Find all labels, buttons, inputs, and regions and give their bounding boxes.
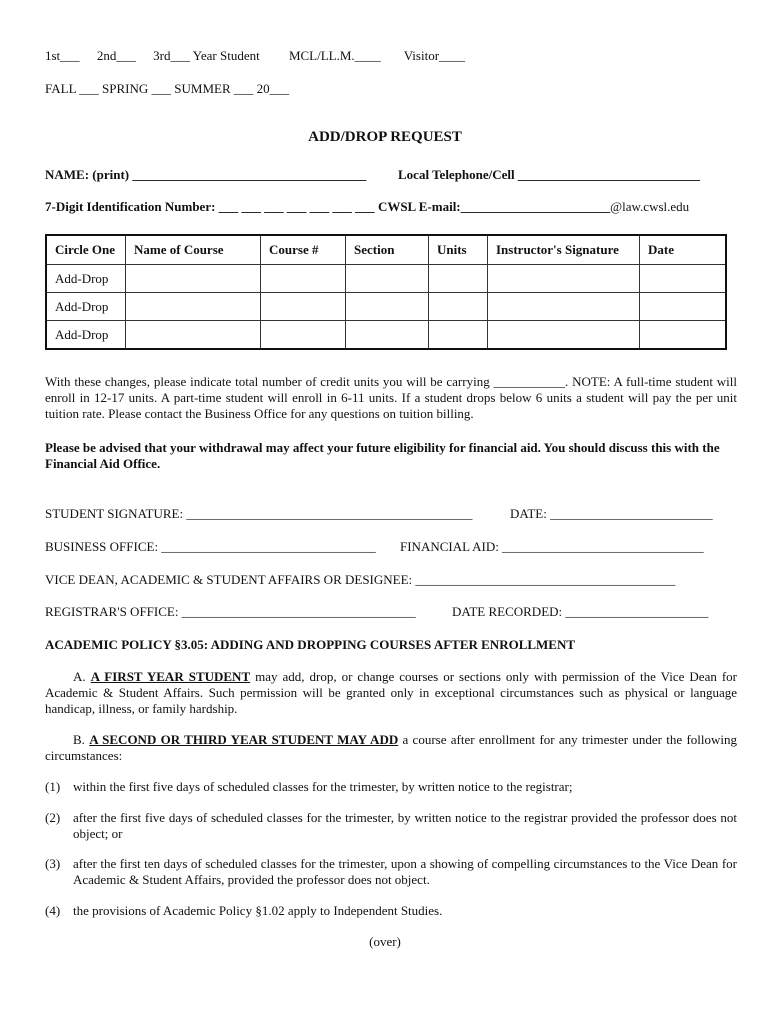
year-3rd: 3rd___ Year Student — [153, 48, 260, 63]
col-date: Date — [640, 235, 727, 265]
date-recorded-line: DATE RECORDED: ______________________ — [452, 604, 709, 619]
table-row — [46, 321, 726, 350]
section-cell[interactable] — [346, 293, 429, 321]
col-section: Section — [346, 235, 429, 265]
email-blank: _______________________ — [460, 199, 611, 214]
phone-field: Local Telephone/Cell ____________________________ — [398, 167, 700, 182]
table-row — [46, 265, 726, 293]
item-number: (1) — [45, 779, 61, 794]
email-field: CWSL E-mail: — [377, 199, 461, 214]
item-text: within the first five days of scheduled classes for the trimester, by written notice to the registrar; — [73, 779, 573, 794]
policy-b-text: a course after enrollment for any trimester under the following circumstances: — [45, 732, 738, 763]
financial-aid-note: Please be advised that your withdrawal may affect your future eligibility for financial aid. You should discuss this with the Financial Aid Office. — [45, 440, 720, 471]
mcl-llm: MCL/LL.M.____ — [288, 48, 381, 63]
item-number: (2) — [45, 810, 61, 825]
form-title: ADD/DROP REQUEST — [308, 129, 462, 145]
item-text: the provisions of Academic Policy §1.02 apply to Independent Studies. — [73, 903, 443, 918]
policy-section-a — [45, 669, 737, 717]
registrar-line: REGISTRAR'S OFFICE: ____________________________________ — [45, 604, 416, 619]
policy-b-prefix: B. — [73, 732, 85, 747]
business-office-line: BUSINESS OFFICE: _________________________________ — [45, 539, 376, 554]
add-drop-choice[interactable]: Add-Drop — [46, 293, 126, 321]
section-cell[interactable] — [346, 265, 429, 293]
page-footer: (over) — [369, 934, 401, 949]
email-domain: @law.cwsl.edu — [610, 199, 690, 214]
course-name-cell[interactable] — [126, 321, 261, 350]
list-item — [45, 779, 737, 795]
year-line — [45, 48, 465, 64]
id-field: 7-Digit Identification Number: ___ ___ ___ ___ ___ ___ ___ — [45, 199, 375, 214]
course-table-header — [46, 235, 726, 265]
vice-dean-line: VICE DEAN, ACADEMIC & STUDENT AFFAIRS OR DESIGNEE: ________________________________________ — [45, 572, 676, 587]
student-signature-line: STUDENT SIGNATURE: ____________________________________________ — [45, 506, 473, 521]
year-2nd: 2nd___ — [96, 48, 136, 63]
add-drop-choice[interactable]: Add-Drop — [46, 265, 126, 293]
list-item — [45, 903, 737, 919]
section-cell[interactable] — [346, 321, 429, 350]
date-cell[interactable] — [640, 265, 727, 293]
year-1st: 1st___ — [45, 48, 80, 63]
course-name-cell[interactable] — [126, 265, 261, 293]
visitor: Visitor____ — [403, 48, 466, 63]
col-course-name: Name of Course — [126, 235, 261, 265]
item-text: after the first five days of scheduled classes for the trimester, by written notice to the registrar provided the professor does not object; or — [73, 810, 737, 841]
date-cell[interactable] — [640, 321, 727, 350]
add-drop-choice[interactable]: Add-Drop — [46, 321, 126, 350]
col-course-number: Course # — [261, 235, 346, 265]
student-date-line: DATE: _________________________ — [510, 506, 713, 521]
term-line: FALL ___ SPRING ___ SUMMER ___ 20___ — [45, 81, 290, 96]
policy-a-text: may add, drop, or change courses or sections only with permission of the Vice Dean for Academic & Student Affairs. Such permission will be granted only in exceptional circumstances such as physical or language handicap, illness, or family hardship. — [45, 669, 737, 716]
name-field: NAME: (print) ____________________________________ — [45, 167, 367, 182]
units-cell[interactable] — [429, 321, 488, 350]
date-cell[interactable] — [640, 293, 727, 321]
units-note: With these changes, please indicate total number of credit units you will be carrying ___________. NOTE: A full-time student will enroll in 12-17 units. A part-time student will enroll in 6-11 units. If a student drops below 6 units a student will pay the per unit tuition rate. Please contact the Business Office for any questions on tuition billing. — [45, 374, 737, 421]
item-number: (3) — [45, 856, 61, 871]
instructor-signature-cell[interactable] — [488, 321, 640, 350]
course-table — [45, 234, 727, 350]
policy-a-bold: A FIRST YEAR STUDENT — [90, 669, 251, 684]
instructor-signature-cell[interactable] — [488, 265, 640, 293]
policy-heading: ACADEMIC POLICY §3.05: ADDING AND DROPPING COURSES AFTER ENROLLMENT — [45, 637, 576, 652]
list-item — [45, 810, 737, 842]
col-instructor-signature: Instructor's Signature — [488, 235, 640, 265]
table-row — [46, 293, 726, 321]
units-cell[interactable] — [429, 265, 488, 293]
id-email-line — [45, 199, 689, 215]
course-name-cell[interactable] — [126, 293, 261, 321]
policy-a-prefix: A. — [73, 669, 86, 684]
course-number-cell[interactable] — [261, 293, 346, 321]
policy-section-b — [45, 732, 737, 764]
policy-b-bold: A SECOND OR THIRD YEAR STUDENT MAY ADD — [89, 732, 399, 747]
col-circle-one: Circle One — [46, 235, 126, 265]
col-units: Units — [429, 235, 488, 265]
list-item — [45, 856, 737, 888]
instructor-signature-cell[interactable] — [488, 293, 640, 321]
financial-aid-line: FINANCIAL AID: _______________________________ — [400, 539, 704, 554]
units-cell[interactable] — [429, 293, 488, 321]
item-text: after the first ten days of scheduled classes for the trimester, upon a showing of compelling circumstances to the Vice Dean for Academic & Student Affairs, provided the professor does not object. — [73, 856, 737, 887]
item-number: (4) — [45, 903, 61, 918]
course-number-cell[interactable] — [261, 265, 346, 293]
course-number-cell[interactable] — [261, 321, 346, 350]
